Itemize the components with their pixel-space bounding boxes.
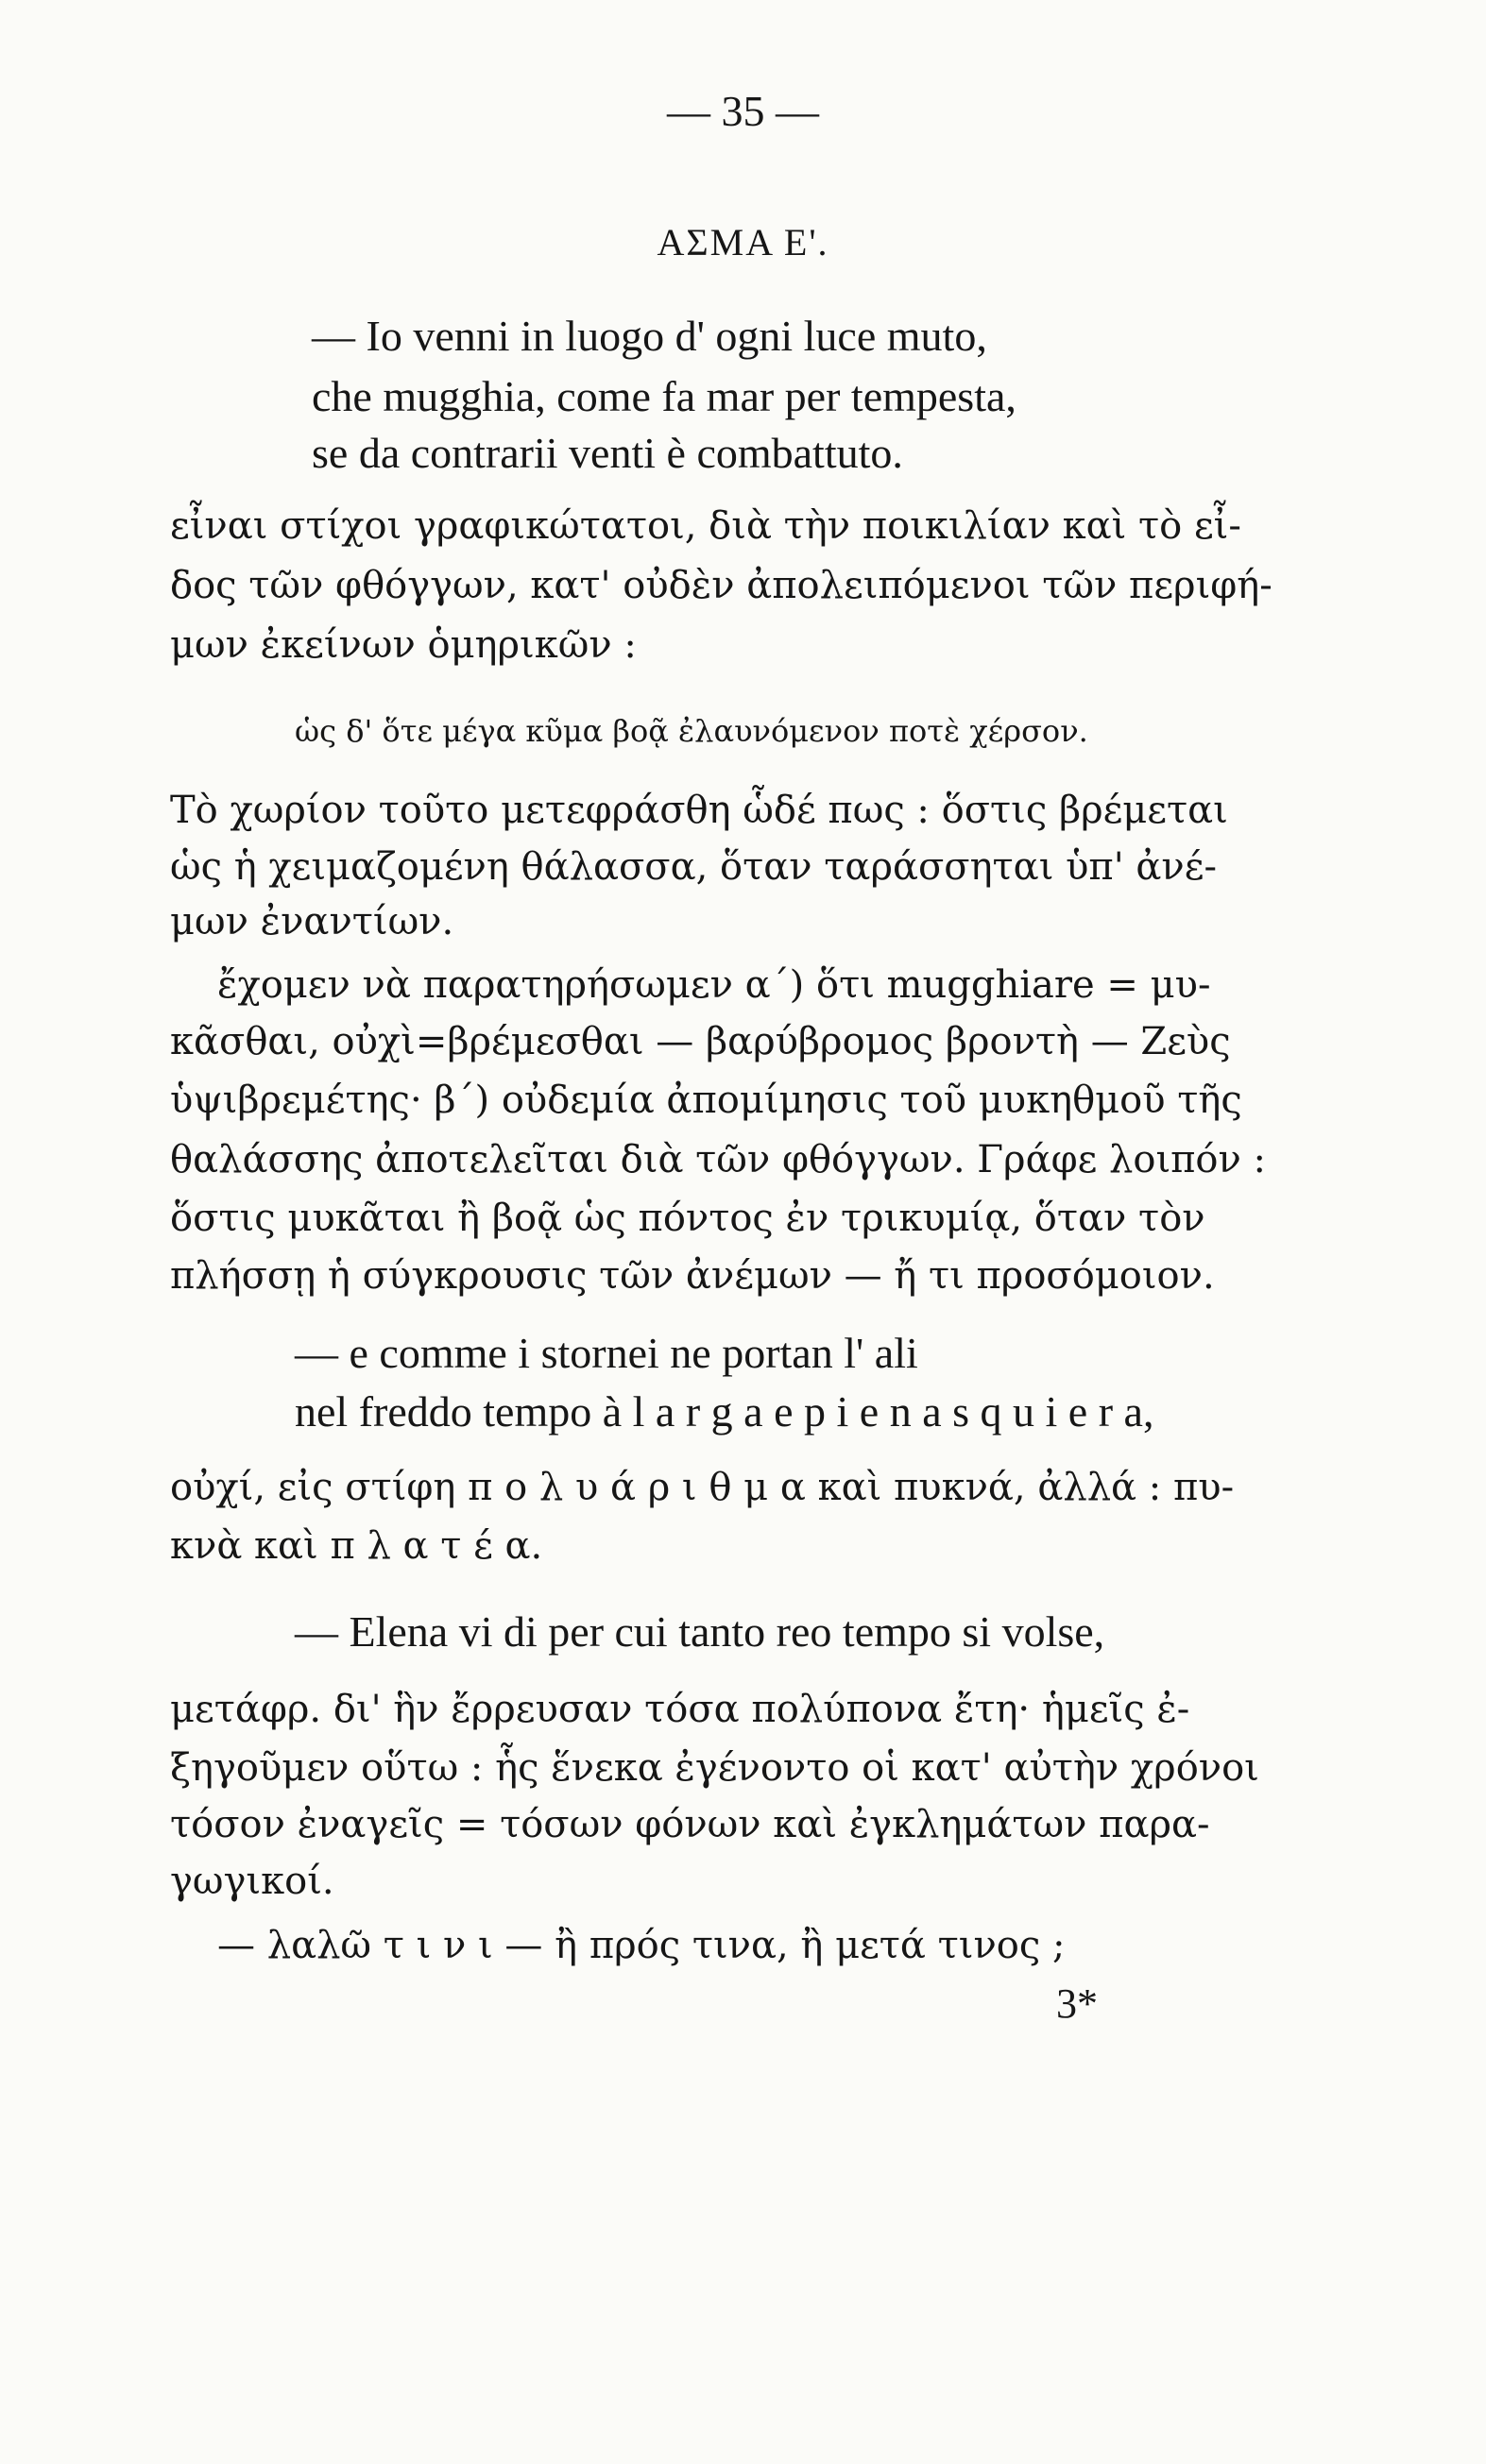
text-line: μων ἐναντίων. (170, 900, 454, 943)
verse-line: nel freddo tempo à l a r g a e p i e n a s q u i e r a, (295, 1387, 1154, 1436)
section-heading: ΑΣΜΑ Ε'. (657, 221, 829, 263)
verse-line: — Io venni in luogo d' ogni luce muto, (312, 312, 987, 360)
text-line: οὐχί, εἰς στίφη π ο λ υ ά ρ ι θ μ α καὶ πυκνά, ἀλλά : πυ- (170, 1466, 1235, 1509)
page-number: — 35 — (667, 87, 819, 135)
signature-mark: 3* (1056, 1980, 1098, 2027)
text-line: θαλάσσης ἀποτελεῖται διὰ τῶν φθόγγων. Γράφε λοιπόν : (170, 1138, 1267, 1181)
homeric-quote: ὡς δ' ὅτε μέγα κῦμα βοᾷ ἐλαυνόμενον ποτὲ χέρσον. (295, 713, 1088, 749)
text-line: Τὸ χωρίον τοῦτο μετεφράσθη ὧδέ πως : ὅστις βρέμεται (170, 789, 1228, 832)
text-line: — λαλῶ τ ι ν ι — ἢ πρός τινα, ἢ μετά τινος ; (217, 1924, 1066, 1967)
text-line: ὡς ἡ χειμαζομένη θάλασσα, ὅταν ταράσσηται ὑπ' ἀνέ- (170, 845, 1217, 889)
text-line: ξηγοῦμεν οὕτω : ἧς ἕνεκα ἐγένοντο οἱ κατ' αὐτὴν χρόνοι (170, 1746, 1259, 1790)
text-line: γωγικοί. (170, 1860, 334, 1903)
text-line: μετάφρ. δι' ἣν ἔρρευσαν τόσα πολύπονα ἔτη· ἡμεῖς ἐ- (170, 1688, 1190, 1731)
verse-line: che mugghia, come fa mar per tempesta, (312, 372, 1016, 420)
text-line: τόσον ἐναγεῖς = τόσων φόνων καὶ ἐγκλημάτων παρα- (170, 1803, 1210, 1846)
text-line: εἶναι στίχοι γραφικώτατοι, διὰ τὴν ποικιλίαν καὶ τὸ εἶ- (170, 504, 1241, 548)
text-line: δος τῶν φθόγγων, κατ' οὐδὲν ἀπολειπόμενοι τῶν περιφή- (170, 564, 1272, 607)
verse-line: — Elena vi di per cui tanto reo tempo si volse, (295, 1607, 1105, 1656)
verse-line: — e comme i stornei ne portan l' ali (295, 1329, 918, 1377)
text-line: ὑψιβρεμέτης· β΄) οὐδεμία ἀπομίμησις τοῦ μυκηθμοῦ τῆς (170, 1079, 1242, 1122)
verse-line: se da contrarii venti è combattuto. (312, 429, 903, 477)
text-line: κνὰ καὶ π λ α τ έ α. (170, 1524, 543, 1568)
text-line: μων ἐκείνων ὁμηρικῶν : (170, 623, 637, 667)
text-line: ὅστις μυκᾶται ἢ βοᾷ ὡς πόντος ἐν τρικυμίᾳ, ὅταν τὸν (170, 1197, 1205, 1240)
text-line: κᾶσθαι, οὐχὶ=βρέμεσθαι — βαρύβρομος βροντὴ — Ζεὺς (170, 1020, 1231, 1063)
text-line: ἔχομεν νὰ παρατηρήσωμεν α΄) ὅτι mugghiare = μυ- (217, 963, 1211, 1007)
text-line: πλήσσῃ ἡ σύγκρουσις τῶν ἀνέμων — ἤ τι προσόμοιον. (170, 1254, 1215, 1298)
